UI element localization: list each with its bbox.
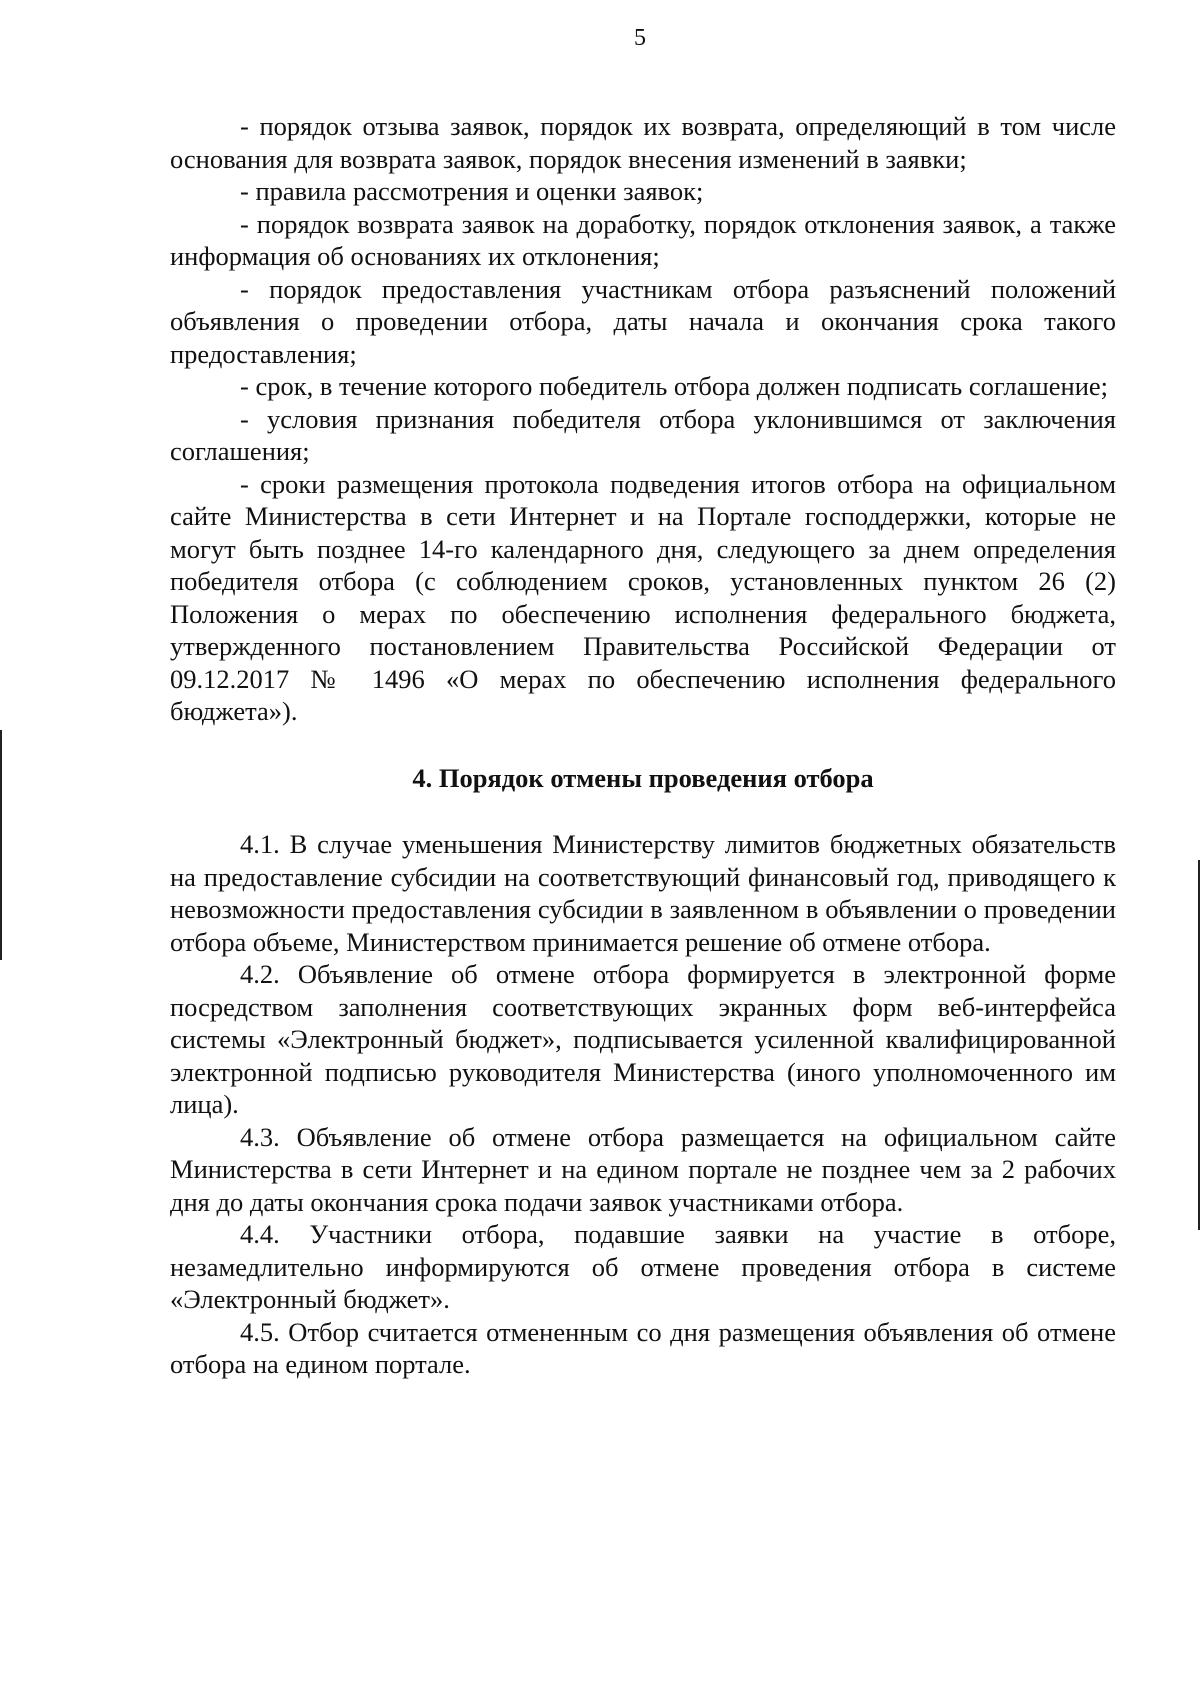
- section-paragraph: 4.1. В случае уменьшения Министерству лимитов бюджетных обязательств на предоставление субсидии на соответствующий финансовый год, приводящего к невозможности предоставления субсидии в заявленном в объявлении о проведении отбора объеме, Министерством принимается решение об отмене отбора.: [170, 829, 1116, 957]
- section-paragraph: 4.3. Объявление об отмене отбора размещается на официальном сайте Министерства в сети Интернет и на едином портале не позднее чем за 2 рабочих дня до даты окончания срока подачи заявок участниками отбора.: [170, 1121, 1116, 1217]
- list-item: - сроки размещения протокола подведения итогов отбора на официальном сайте Министерства в сети Интернет и на Портале господдержки, которые не могут быть позднее 14-го календарного дня, следующего за днем определения победителя отбора (с соблюдением сроков, установленных пунктом 26 (2) Положения о мерах по обеспечению исполнения федерального бюджета, утвержденного постановлением Правительства Российской Федерации от 09.12.2017 № 1496 «О мерах по обеспечению исполнения федерального бюджета»).: [170, 468, 1116, 726]
- page-number: 5: [634, 25, 646, 51]
- list-item: - порядок возврата заявок на доработку, порядок отклонения заявок, а также информация об основаниях их отклонения;: [170, 208, 1116, 271]
- list-item: - порядок предоставления участникам отбора разъяснений положений объявления о проведении отбора, даты начала и окончания срока такого предоставления;: [170, 273, 1116, 369]
- scan-edge-mark-left: [0, 730, 2, 960]
- list-item: - срок, в течение которого победитель отбора должен подписать соглашение;: [240, 371, 1109, 401]
- list-item: - правила рассмотрения и оценки заявок;: [240, 176, 704, 206]
- section-paragraph: 4.2. Объявление об отмене отбора формируется в электронной форме посредством заполнения соответствующих экранных форм веб-интерфейса системы «Электронный бюджет», подписывается усиленной квалифицированной электронной подписью руководителя Министерства (иного уполномоченного им лица).: [170, 959, 1116, 1119]
- section-paragraph: 4.4. Участники отбора, подавшие заявки на участие в отборе, незамедлительно информируются об отмене проведения отбора в системе «Электронный бюджет».: [170, 1219, 1116, 1314]
- list-item: - порядок отзыва заявок, порядок их возврата, определяющий в том числе основания для возврата заявок, порядок внесения изменений в заявки;: [170, 111, 1116, 174]
- document-body: [170, 110, 1116, 1381]
- section-paragraph: 4.5. Отбор считается отмененным со дня размещения объявления об отмене отбора на едином портале.: [170, 1316, 1116, 1379]
- section-heading: 4. Порядок отмены проведения отбора: [412, 762, 874, 793]
- list-item: - условия признания победителя отбора уклонившимся от заключения соглашения;: [170, 403, 1116, 466]
